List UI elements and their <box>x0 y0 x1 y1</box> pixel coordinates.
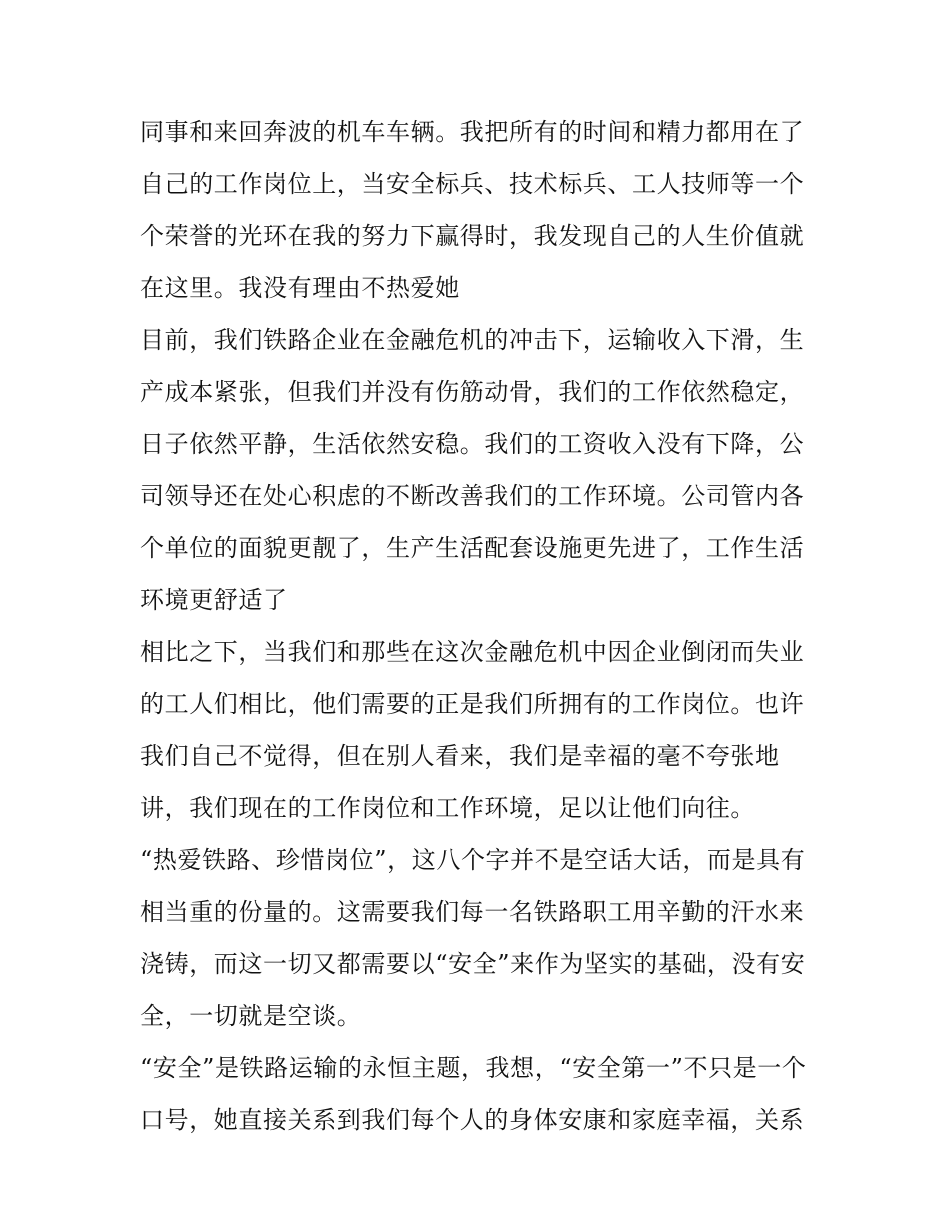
text-line: 司领导还在处心积虑的不断改善我们的工作环境。公司管内各 <box>140 482 805 510</box>
text-line: 在这里。我没有理由不热爱她 <box>140 274 460 302</box>
text-line: 目前，我们铁路企业在金融危机的冲击下，运输收入下滑，生 <box>140 326 805 354</box>
text-line: 产成本紧张，但我们并没有伤筋动骨，我们的工作依然稳定， <box>140 378 805 406</box>
text-line: 个荣誉的光环在我的努力下赢得时，我发现自己的人生价值就 <box>140 222 805 250</box>
text-line: 个单位的面貌更靓了，生产生活配套设施更先进了，工作生活 <box>140 534 805 562</box>
text-line: 同事和来回奔波的机车车辆。我把所有的时间和精力都用在了 <box>140 118 805 146</box>
text-line: 讲，我们现在的工作岗位和工作环境，足以让他们向往。 <box>140 794 755 822</box>
text-line: 的工人们相比，他们需要的正是我们所拥有的工作岗位。也许 <box>140 690 805 718</box>
text-line: 相当重的份量的。这需要我们每一名铁路职工用辛勤的汗水来 <box>140 898 805 926</box>
text-line: 全，一切就是空谈。 <box>140 1002 362 1030</box>
text-line: 相比之下，当我们和那些在这次金融危机中因企业倒闭而失业 <box>140 638 805 666</box>
text-line: 日子依然平静，生活依然安稳。我们的工资收入没有下降，公 <box>140 430 805 458</box>
body-text <box>140 106 820 1146</box>
text-line: 环境更舒适了 <box>140 586 288 614</box>
text-line: “安全”是铁路运输的永恒主题，我想，“安全第一”不只是一个 <box>140 1054 807 1082</box>
text-line: 口号，她直接关系到我们每个人的身体安康和家庭幸福，关系 <box>140 1106 805 1134</box>
text-line: 自己的工作岗位上，当安全标兵、技术标兵、工人技师等一个 <box>140 170 805 198</box>
text-line: “热爱铁路、珍惜岗位”，这八个字并不是空话大话，而是具有 <box>140 846 806 874</box>
text-line: 我们自己不觉得，但在别人看来，我们是幸福的毫不夸张地 <box>140 742 780 770</box>
text-line: 浇铸，而这一切又都需要以“安全”来作为坚实的基础，没有安 <box>140 950 806 978</box>
